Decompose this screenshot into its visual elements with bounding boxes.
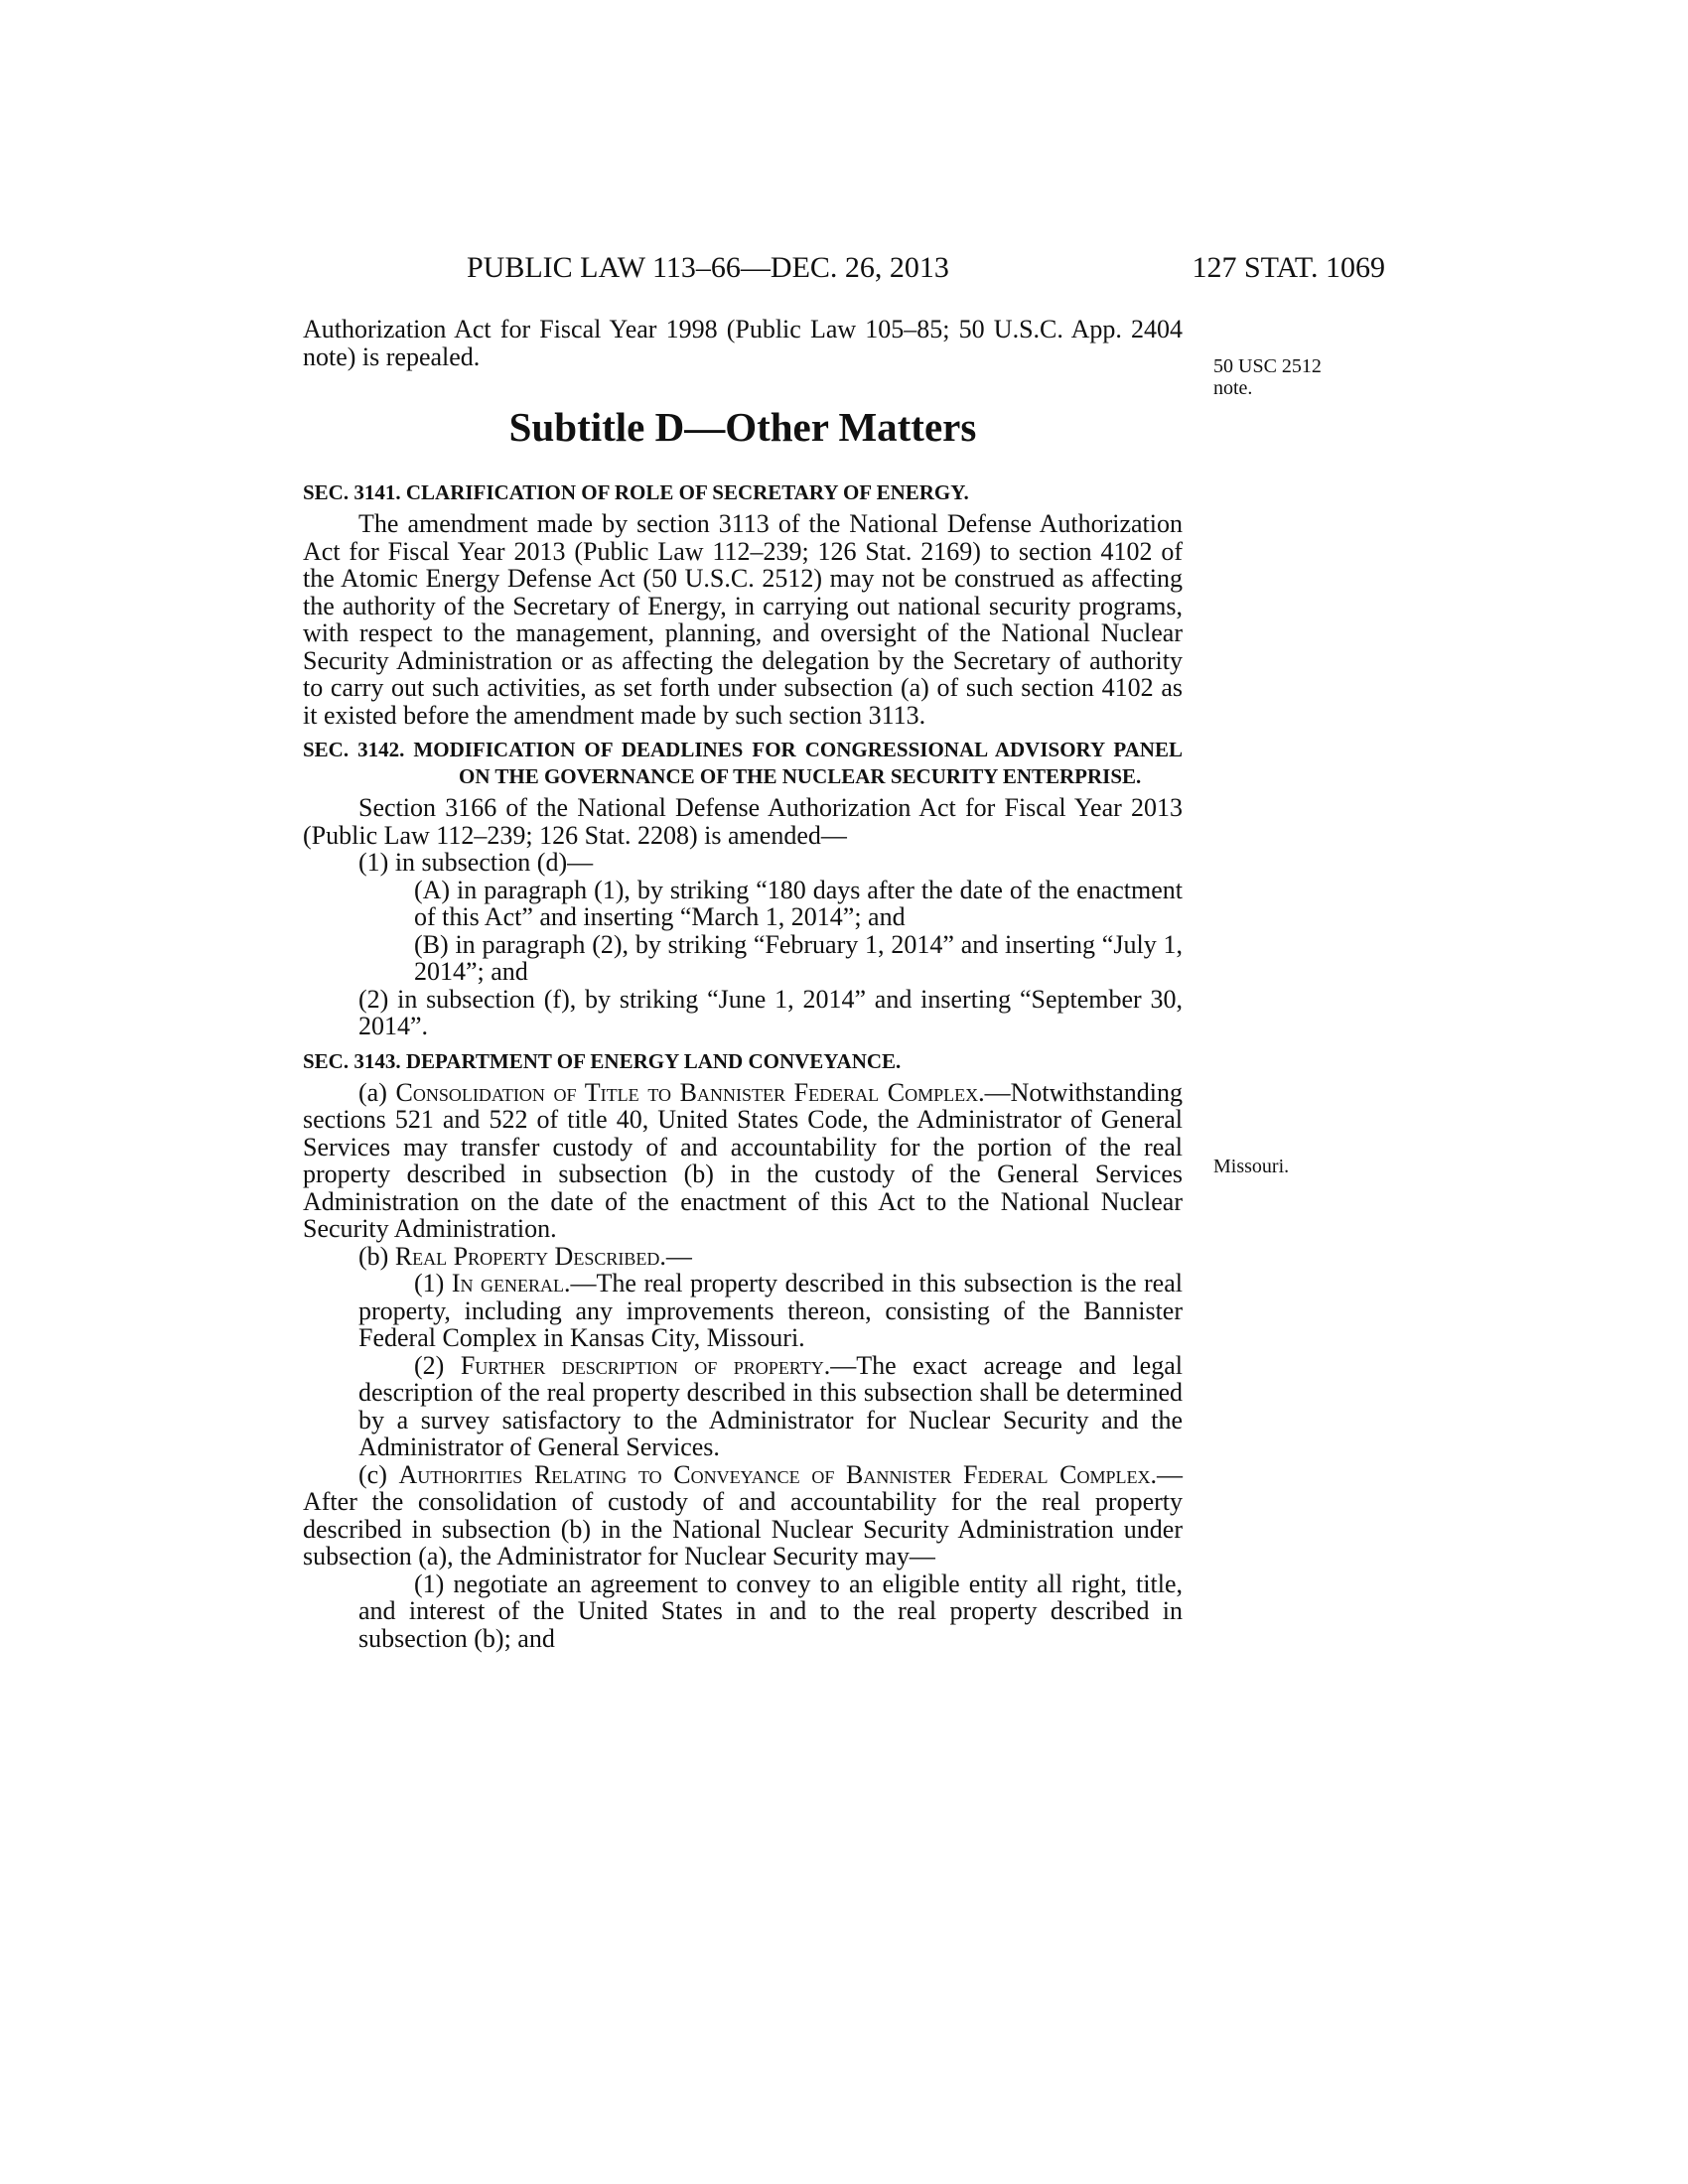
paragraph-b1-text: —The real property described in this subsection is the real property, including any improvements thereon, consisting of the Bannister Federal Complex in Kansas City, Missouri. (358, 1269, 1183, 1352)
section-3142-item-2 (303, 986, 1183, 1040)
subsection-c-text: —After the consolidation of custody of and accountability for the real property described in subsection (b) in the National Nuclear Security Administration under subsection (a), the Administrator for Nuclear Security may— (303, 1459, 1183, 1570)
section-3142-item-1A-text: (A) in paragraph (1), by striking “180 days after the date of the enactment of this Act” and inserting “March 1, 2014”; and (414, 875, 1183, 931)
section-3143-paragraph-b2 (303, 1352, 1183, 1461)
section-3141-text: The amendment made by section 3113 of the National Defense Authorization Act for Fiscal Year 2013 (Public Law 112–239; 126 Stat. 2169) to section 4102 of the Atomic Energy Defense Act (50 U.S.C. 2512) may not be construed as affecting the authority of the Secretary of Energy, in carrying out national security programs, with respect to the management, planning, and oversight of the National Nuclear Security Administration or as affecting the delegation by the Secretary of authority to carry out such activities, as set forth under subsection (a) of such section 4102 as it existed before the amendment made by such section 3113. (303, 509, 1183, 730)
section-3143-subsection-a (303, 1079, 1183, 1243)
subsection-b-label: (b) (358, 1241, 395, 1271)
subsection-c-caption: Authorities Relating to Conveyance of Bannister Federal Complex. (398, 1459, 1157, 1489)
continuation-paragraph: Authorization Act for Fiscal Year 1998 (Public Law 105–85; 50 U.S.C. App. 2404 note) is repealed. (303, 315, 1183, 371)
paragraph-b2-text: —The exact acreage and legal description of the real property described in this subsection shall be determined by a survey satisfactory to the Administrator for Nuclear Security and the Administrator of General Services. (358, 1350, 1183, 1461)
section-3142-item-1B (303, 931, 1183, 986)
section-3142-item-1B-text: (B) in paragraph (2), by striking “February 1, 2014” and inserting “July 1, 2014”; and (414, 929, 1183, 986)
section-3142-heading: SEC. 3142. MODIFICATION OF DEADLINES FOR CONGRESSIONAL ADVISORY PANEL ON THE GOVERNANCE OF THE NUCLEAR SECURITY ENTERPRISE. (303, 738, 1183, 788)
subsection-a-caption: Consolidation of Title to Bannister Federal Complex. (395, 1077, 985, 1107)
paragraph-b1-caption: In general. (451, 1269, 571, 1297)
section-3142-item-1A (303, 877, 1183, 931)
subtitle-heading: Subtitle D—Other Matters (508, 404, 977, 450)
section-3143-subsection-c (303, 1461, 1183, 1570)
section-3143-heading: SEC. 3143. DEPARTMENT OF ENERGY LAND CONVEYANCE. (303, 1048, 902, 1073)
subsection-b-caption: Real Property Described. (394, 1241, 666, 1271)
section-3143-subsection-b (303, 1243, 1183, 1271)
running-header (303, 251, 1385, 291)
margin-note-missouri: Missouri. (1213, 1156, 1290, 1177)
subsection-a-label: (a) (358, 1077, 396, 1107)
margin-note-usc (1213, 355, 1372, 399)
section-3142-item-2-text: (2) in subsection (f), by striking “June 1, 2014” and inserting “September 30, 2014”. (358, 984, 1183, 1040)
section-3142-intro: Section 3166 of the National Defense Authorization Act for Fiscal Year 2013 (Public Law 112–239; 126 Stat. 2208) is amended— (303, 793, 1183, 850)
section-3142-item-1: (1) in subsection (d)— (358, 848, 594, 877)
paragraph-b2-label: (2) (414, 1350, 461, 1380)
document-body (303, 316, 1183, 1652)
subsection-a-text: —Notwithstanding sections 521 and 522 of title 40, United States Code, the Administrator of General Services may transfer custody of and accountability for the portion of the real property described in subsection (b) in the custody of the General Services Administration on the date of the enactment of this Act to the National Nuclear Security Administration. (303, 1077, 1183, 1243)
subsection-c-label: (c) (358, 1459, 399, 1489)
section-3143-paragraph-c1: (1) negotiate an agreement to convey to an eligible entity all right, title, and interest of the United States in and to the real property described in subsection (b); and (358, 1569, 1183, 1653)
section-3141-heading: SEC. 3141. CLARIFICATION OF ROLE OF SECRETARY OF ENERGY. (303, 480, 969, 504)
paragraph-b2-caption: Further description of property. (460, 1350, 831, 1380)
header-title: PUBLIC LAW 113–66—DEC. 26, 2013 (467, 251, 949, 284)
paragraph-b1-label: (1) (414, 1269, 452, 1297)
section-3143-paragraph-b1 (303, 1270, 1183, 1352)
header-stat-page: 127 STAT. 1069 (1192, 251, 1385, 284)
margin-note-usc-line1: 50 USC 2512 (1213, 355, 1322, 377)
subsection-b-dash: — (665, 1241, 692, 1271)
margin-note-usc-line2: note. (1213, 377, 1253, 399)
